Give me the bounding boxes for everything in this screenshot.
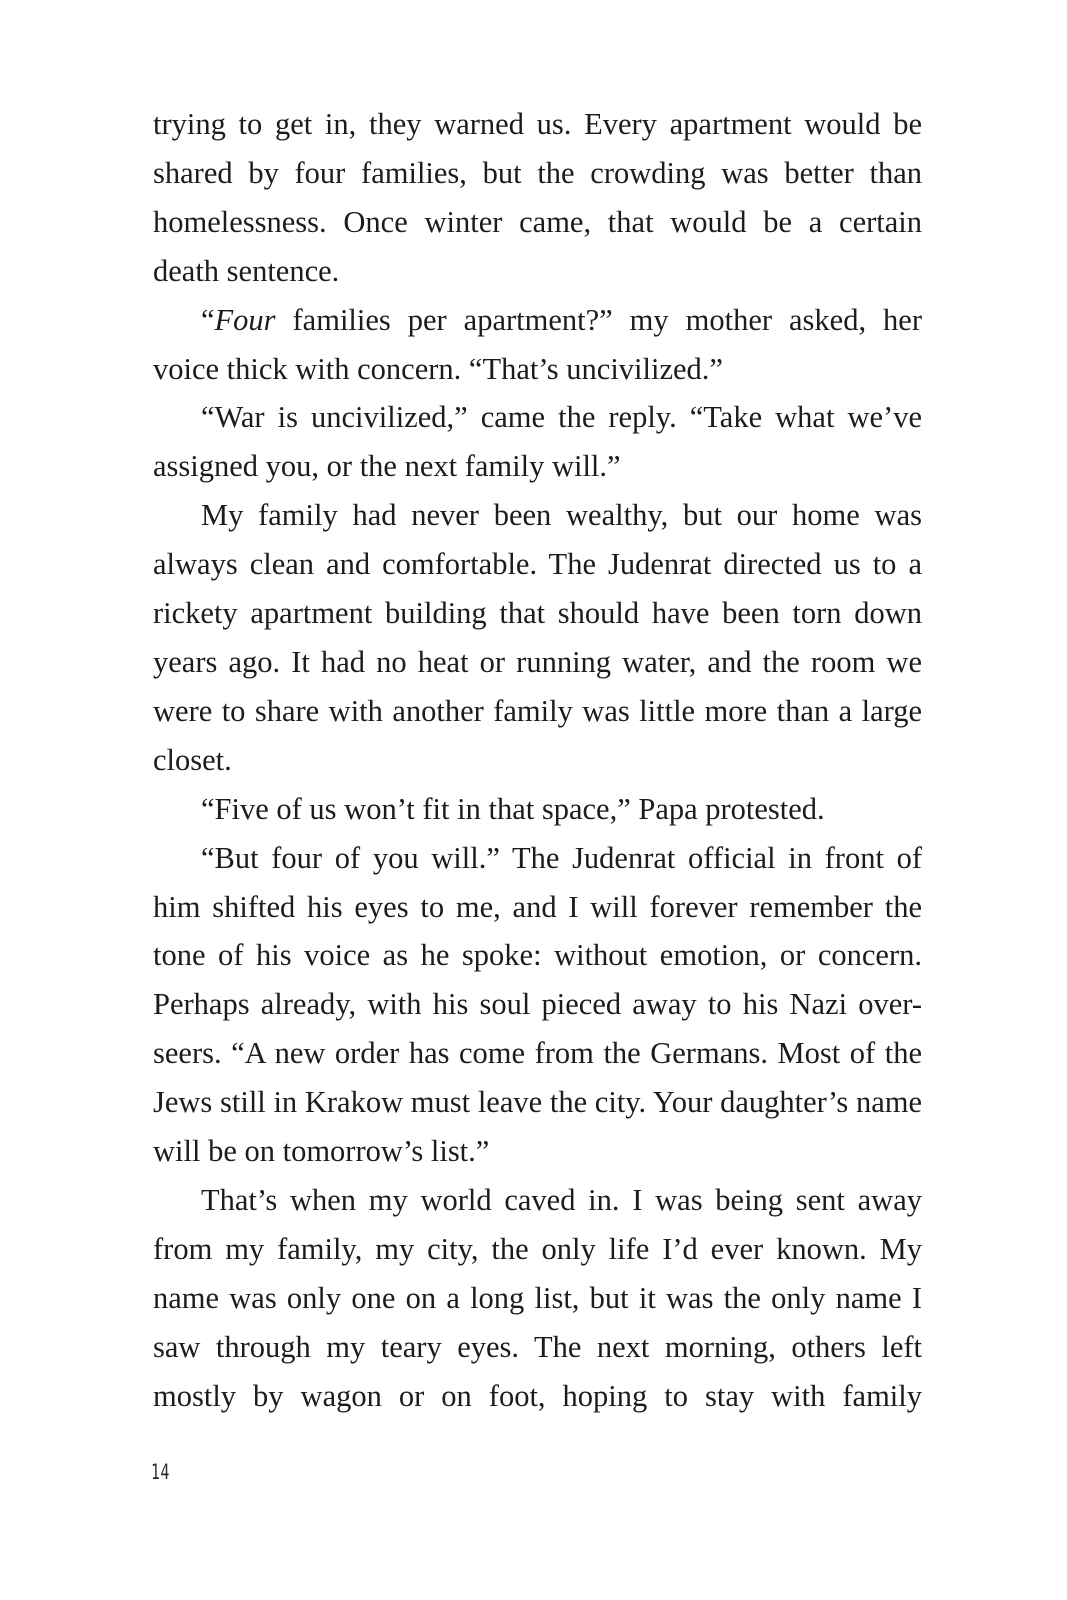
paragraph <box>153 491 922 784</box>
paragraph <box>153 834 922 1176</box>
text-run: “But four of you will.” The Judenrat official in front of him shifted his eyes to me, and I will forever remember the tone of his voice as he spoke: without emotion, or concern. Perhaps already, with his soul pieced away to his Nazi over-seers. “A new order has come from the Germans. Most of the Jews still in Krakow must leave the city. Your daughter’s name will be on tomorrow’s list.” <box>153 840 922 1169</box>
paragraph <box>153 296 922 394</box>
text-run: trying to get in, they warned us. Every apartment would be shared by four families, but the crowding was better than homelessness. Once winter came, that would be a certain death sentence. <box>153 107 922 288</box>
paragraph <box>153 393 922 491</box>
text-run: My family had never been wealthy, but our home was always clean and comfortable. The Judenrat directed us to a rickety apartment building that should have been torn down years ago. It had no heat or running water, and the room we were to share with another family was little more than a large closet. <box>153 498 922 777</box>
paragraph <box>153 100 922 296</box>
paragraph <box>153 1176 922 1421</box>
text-run: “War is uncivilized,” came the reply. “Take what we’ve assigned you, or the next family will.” <box>153 400 922 484</box>
italic-text: Four <box>214 302 276 337</box>
body-text <box>153 100 922 1420</box>
text-run: “ <box>201 302 215 337</box>
page-number: 14 <box>151 1460 171 1484</box>
paragraph <box>153 785 922 834</box>
text-run: “Five of us won’t fit in that space,” Papa protested. <box>201 791 825 826</box>
text-run: That’s when my world caved in. I was being sent away from my family, my city, the only life I’d ever known. My name was only one on a long list, but it was the only name I saw through my teary eyes. The next morning, others left mostly by wagon or on foot, hoping to stay with family <box>153 1182 922 1413</box>
text-run: families per apartment?” my mother asked, her voice thick with concern. “That’s uncivilized.” <box>153 302 922 386</box>
